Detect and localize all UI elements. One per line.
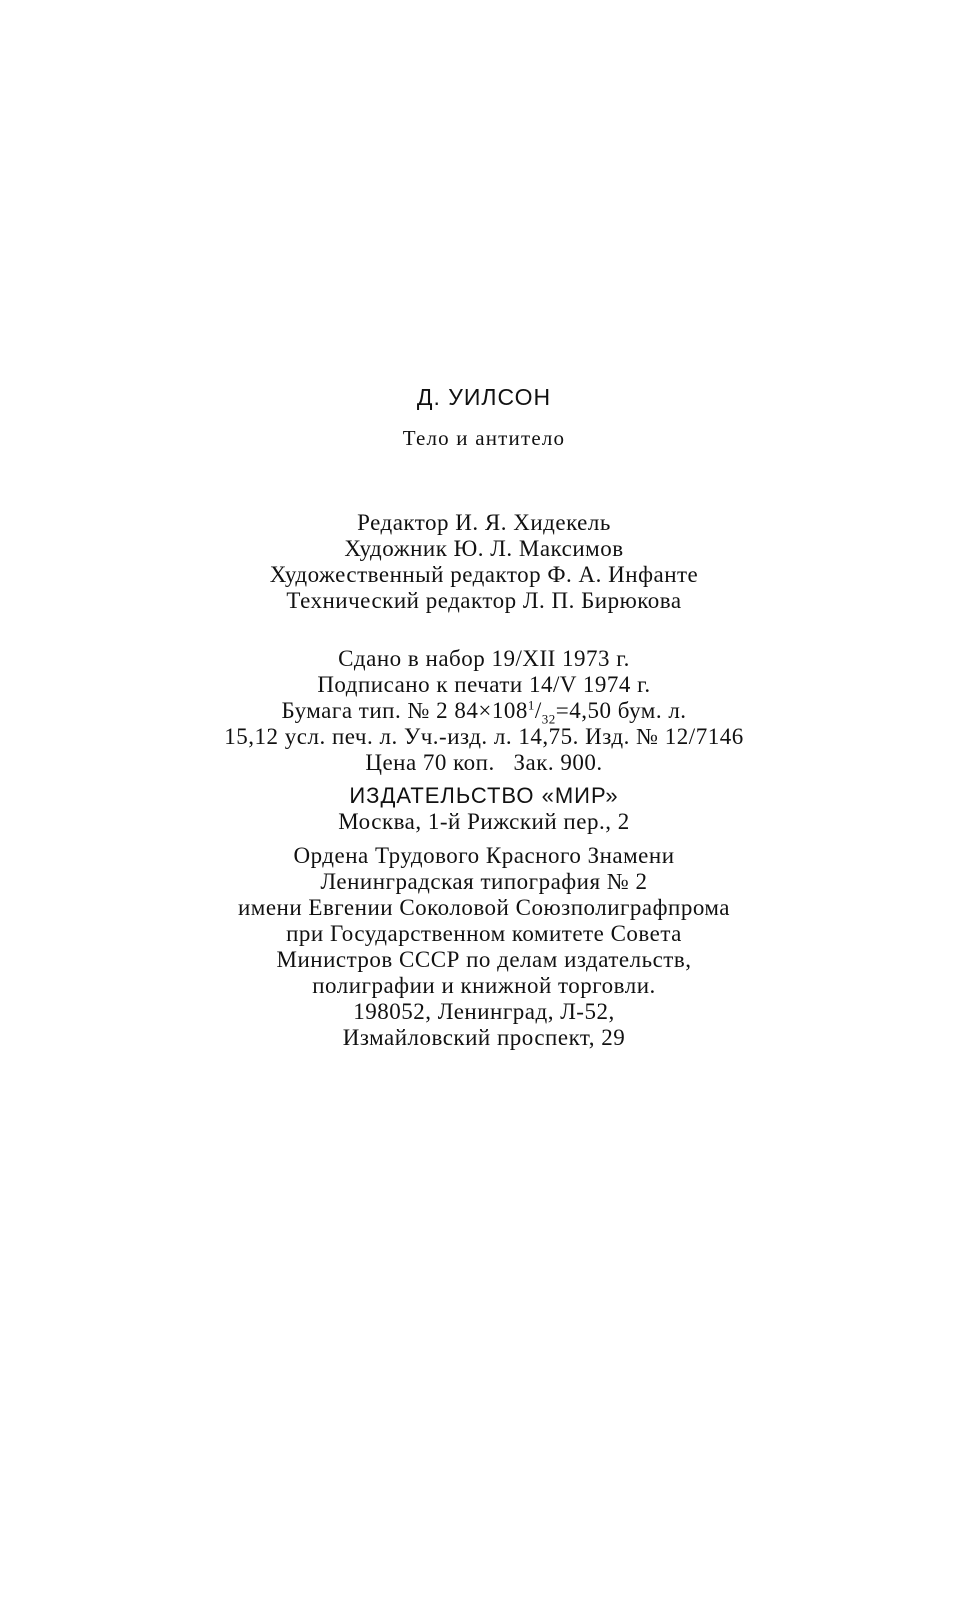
printer-line-5: Министров СССР по делам издательств, [276, 947, 692, 972]
author-name: Д. УИЛСОН [416, 384, 552, 410]
typeset-date: Сдано в набор 19/XII 1973 г. [338, 646, 630, 671]
printer-line-8: Измайловский проспект, 29 [342, 1025, 626, 1050]
credit-art-editor: Художественный редактор Ф. А. Инфанте [269, 562, 699, 587]
paper-format-suffix: =4,50 бум. л. [555, 698, 687, 723]
price-order: Цена 70 коп. Зак. 900. [365, 750, 603, 775]
paper-fraction-numerator: 1 [527, 697, 535, 713]
sheet-counts: 15,12 усл. печ. л. Уч.-изд. л. 14,75. Изд. № 12/7146 [224, 724, 744, 749]
credit-artist: Художник Ю. Л. Максимов [344, 536, 624, 561]
printer-line-7: 198052, Ленинград, Л-52, [353, 999, 615, 1024]
paper-fraction-denominator: 32 [541, 711, 556, 727]
printer-line-3: имени Евгении Соколовой Союзполиграфпрома [237, 895, 731, 920]
credit-tech-editor: Технический редактор Л. П. Бирюкова [286, 588, 682, 613]
paper-format: Бумага тип. № 2 $84\times 108^1/_{32}=4,50$ бум. л. [281, 697, 687, 727]
printer-line-4: при Государственном комитете Совета [286, 921, 682, 946]
publisher-address: Москва, 1-й Рижский пер., 2 [338, 809, 630, 834]
publisher-name: ИЗДАТЕЛЬСТВО «МИР» [349, 783, 619, 808]
paper-format-prefix: Бумага тип. № 2 84×108 [281, 698, 528, 723]
book-title: Тело и антитело [402, 426, 566, 450]
printer-line-6: полиграфии и книжной торговли. [312, 973, 656, 998]
signed-date: Подписано к печати 14/V 1974 г. [317, 672, 651, 697]
printer-line-1: Ордена Трудового Красного Знамени [293, 843, 675, 868]
printer-line-2: Ленинградская типография № 2 [320, 869, 648, 894]
credit-editor: Редактор И. Я. Хидекель [357, 510, 611, 535]
